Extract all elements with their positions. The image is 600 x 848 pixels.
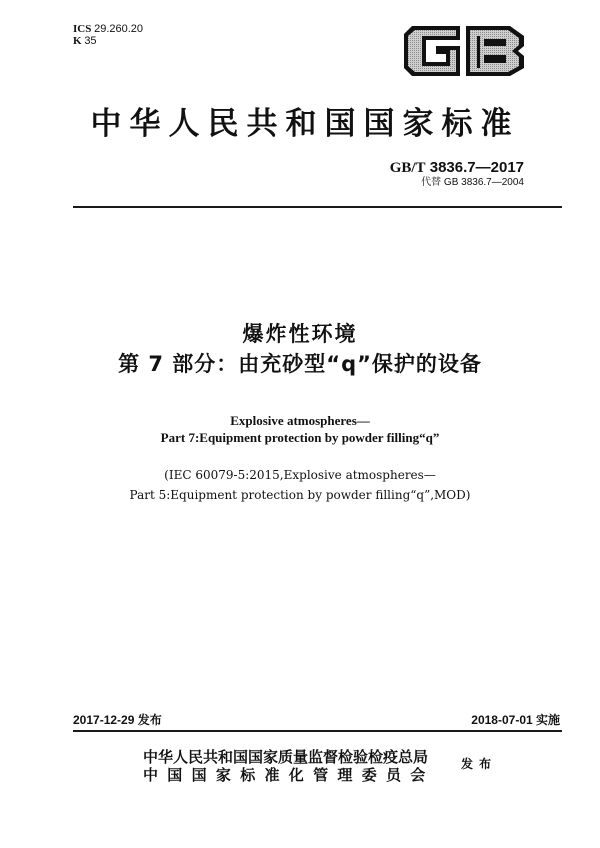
implementation-date: 2018-07-01 实施 [471, 713, 560, 727]
iec-reference-line2: Part 5:Equipment protection by powder filling“q”,MOD) [129, 488, 471, 502]
top-divider [73, 206, 562, 208]
chinese-title-part: 第 7 部分：由充砂型“q”保护的设备 [118, 352, 482, 376]
ics-label: ICS [73, 23, 92, 35]
ics-value: 29.260.20 [94, 23, 144, 35]
classification-codes [73, 23, 143, 47]
english-title-part: Part 7:Equipment protection by powder filling“q” [160, 430, 440, 445]
standard-prefix: GB/T [389, 160, 426, 176]
national-standard-title: 中华人民共和国国家标准 [90, 106, 520, 142]
standard-number [390, 160, 524, 176]
english-title-main: Explosive atmospheres— [230, 413, 370, 428]
iec-reference-line1: (IEC 60079-5:2015,Explosive atmospheres— [164, 468, 436, 482]
issue-date: 2017-12-29 发布 [73, 713, 162, 727]
ccs-value: 35 [84, 35, 97, 47]
standard-code: 3836.7—2017 [429, 159, 524, 176]
bottom-divider [73, 730, 562, 732]
gb-logo-icon [402, 22, 527, 80]
issuer-aqsiq: 中华人民共和国国家质量监督检验检疫总局 [143, 748, 429, 766]
ccs-label: K [73, 35, 82, 47]
ccs-code [73, 35, 143, 47]
replaces-standard: 代替 GB 3836.7—2004 [421, 177, 524, 188]
chinese-title-main: 爆炸性环境 [242, 322, 358, 346]
issuer-sac: 中国国家标准化管理委员会 [143, 766, 435, 784]
ics-code [73, 23, 143, 35]
publish-label: 发布 [461, 757, 498, 771]
